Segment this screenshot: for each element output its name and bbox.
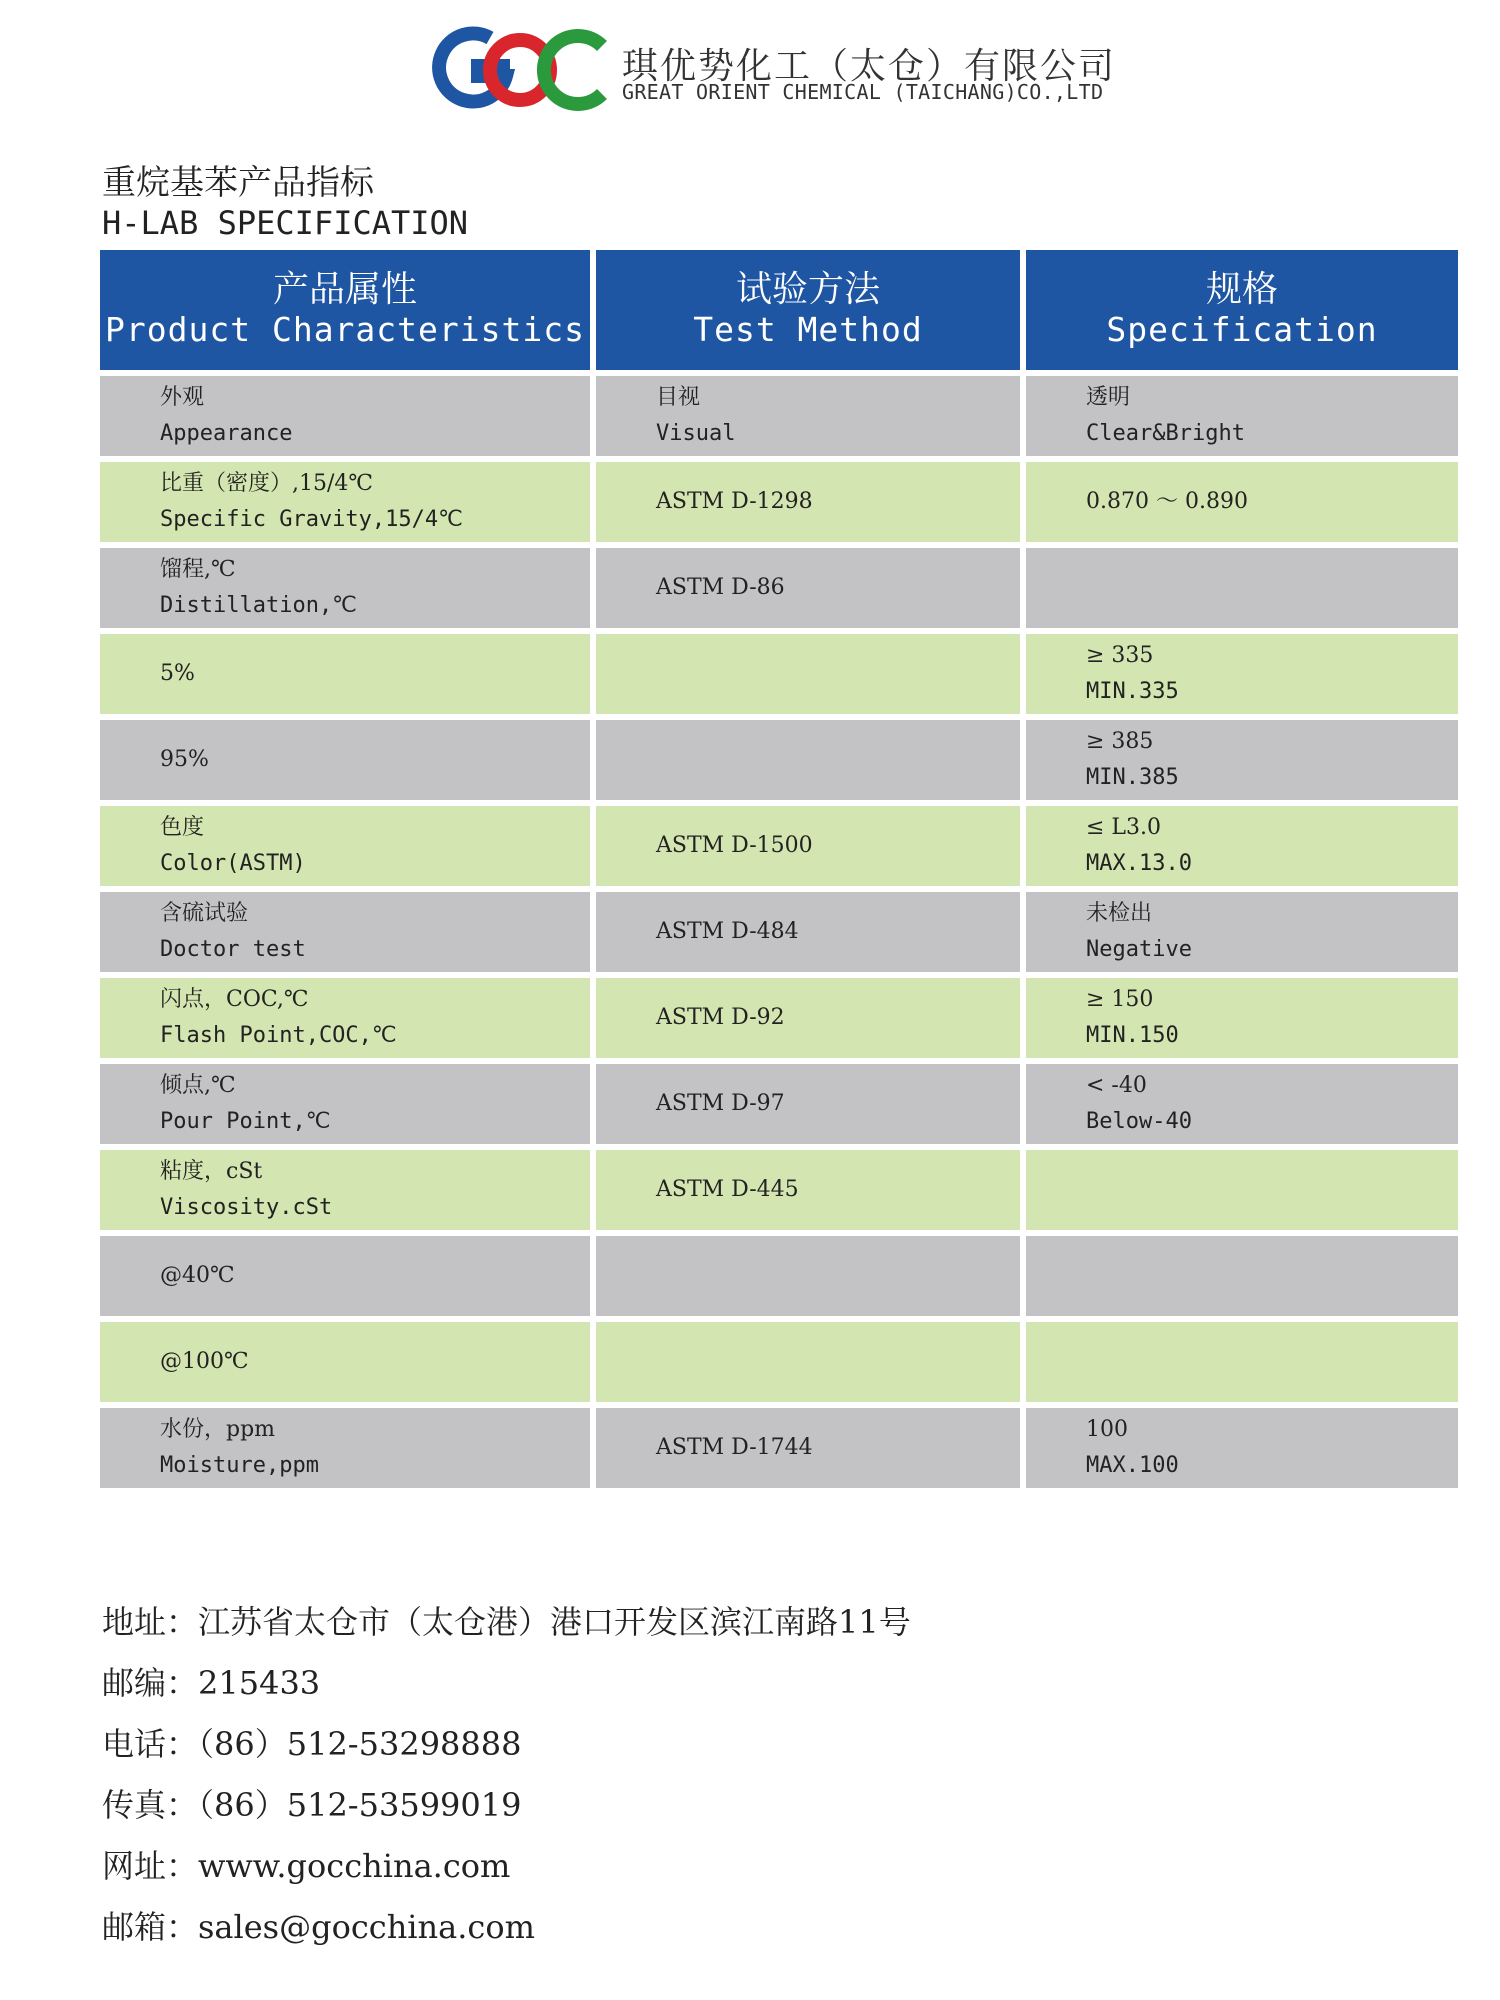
spec-cell (1026, 462, 1458, 542)
method-cell (596, 548, 1020, 628)
header-en: Specification (1106, 310, 1378, 349)
cell-line-primary: @40℃ (160, 1263, 235, 1288)
header-specification (1026, 250, 1458, 370)
company-name-cn: 琪优势化工（太仓）有限公司 (622, 46, 1117, 87)
cell-line-secondary: Pour Point,℃ (160, 1109, 331, 1134)
spec-cell (1026, 806, 1458, 886)
method-cell (596, 376, 1020, 456)
characteristic-cell (100, 720, 590, 800)
cell-line-primary: ≤ L3.0 (1086, 815, 1162, 840)
cell-line-primary: 外观 (160, 385, 205, 410)
method-cell (596, 978, 1020, 1058)
table-row (100, 1236, 1458, 1316)
characteristic-cell (100, 1150, 590, 1230)
table-row (100, 376, 1458, 456)
contact-website: 网址：www.gocchina.com (102, 1847, 511, 1885)
cell-line-primary: ≥ 385 (1086, 729, 1154, 754)
cell-line-secondary: Moisture,ppm (160, 1453, 319, 1478)
characteristic-cell (100, 634, 590, 714)
method-cell (596, 1322, 1020, 1402)
title-cn: 重烷基苯产品指标 (102, 163, 374, 203)
cell-line-primary: 0.870 ～ 0.890 (1086, 489, 1248, 514)
title-en: H-LAB SPECIFICATION (102, 204, 469, 242)
characteristic-cell (100, 376, 590, 456)
cell-line-secondary: Below-40 (1086, 1109, 1192, 1134)
method-cell (596, 892, 1020, 972)
header-cn: 规格 (1205, 269, 1278, 310)
cell-line-primary: ASTM D-484 (656, 919, 799, 944)
characteristic-cell (100, 806, 590, 886)
method-cell (596, 1150, 1020, 1230)
cell-line-secondary: MIN.335 (1086, 679, 1179, 704)
cell-line-primary: ASTM D-86 (656, 575, 785, 600)
spec-cell (1026, 1322, 1458, 1402)
contact-address: 地址：江苏省太仓市（太仓港）港口开发区滨江南路11号 (102, 1603, 911, 1641)
cell-line-primary: 未检出 (1086, 901, 1153, 926)
method-cell (596, 462, 1020, 542)
spec-cell (1026, 892, 1458, 972)
cell-line-primary: 95% (160, 747, 209, 772)
cell-line-secondary: Distillation,℃ (160, 593, 357, 618)
table-row (100, 634, 1458, 714)
cell-line-primary: 100 (1086, 1417, 1128, 1442)
characteristic-cell (100, 1408, 590, 1488)
header-characteristics (100, 250, 590, 370)
company-logo (432, 24, 612, 114)
table-row (100, 1064, 1458, 1144)
company-name-en: GREAT ORIENT CHEMICAL (TAICHANG)CO.,LTD (622, 80, 1104, 104)
cell-line-primary: ASTM D-445 (656, 1177, 799, 1202)
characteristic-cell (100, 1236, 590, 1316)
table-row (100, 1150, 1458, 1230)
characteristic-cell (100, 548, 590, 628)
cell-line-primary: < -40 (1086, 1073, 1147, 1098)
cell-line-secondary: Viscosity.cSt (160, 1195, 333, 1220)
spec-cell (1026, 1150, 1458, 1230)
cell-line-primary: 含硫试验 (160, 901, 249, 926)
cell-line-primary: ASTM D-1744 (656, 1435, 813, 1460)
header-cn: 试验方法 (735, 269, 880, 310)
cell-line-secondary: Appearance (160, 421, 293, 446)
spec-cell (1026, 548, 1458, 628)
cell-line-primary: 5% (160, 661, 195, 686)
cell-line-secondary: MAX.100 (1086, 1453, 1179, 1478)
cell-line-primary: ASTM D-97 (656, 1091, 785, 1116)
cell-line-primary: ASTM D-1500 (656, 833, 813, 858)
characteristic-cell (100, 892, 590, 972)
header-en: Test Method (693, 310, 923, 349)
contact-phone: 电话：（86）512-53298888 (102, 1725, 522, 1763)
cell-line-secondary: Flash Point,COC,℃ (160, 1023, 397, 1048)
cell-line-secondary: Doctor test (160, 937, 306, 962)
table-row (100, 1322, 1458, 1402)
characteristic-cell (100, 978, 590, 1058)
contact-email: 邮箱：sales@gocchina.com (102, 1908, 535, 1946)
cell-line-secondary: Color(ASTM) (160, 851, 306, 876)
spec-cell (1026, 1236, 1458, 1316)
method-cell (596, 1236, 1020, 1316)
spec-cell (1026, 376, 1458, 456)
cell-line-secondary: Negative (1086, 937, 1192, 962)
method-cell (596, 806, 1020, 886)
table-row (100, 1408, 1458, 1488)
table-row (100, 720, 1458, 800)
cell-line-secondary: Clear&Bright (1086, 421, 1245, 446)
cell-line-secondary: MAX.13.0 (1086, 851, 1192, 876)
table-row (100, 548, 1458, 628)
cell-line-primary: 目视 (656, 385, 701, 410)
method-cell (596, 1408, 1020, 1488)
header-cn: 产品属性 (272, 269, 417, 310)
cell-line-primary: @100℃ (160, 1349, 249, 1374)
contact-postcode: 邮编：215433 (102, 1664, 321, 1702)
method-cell (596, 1064, 1020, 1144)
cell-line-primary: 色度 (160, 815, 205, 840)
cell-line-primary: 比重（密度）,15/4℃ (160, 471, 374, 496)
characteristic-cell (100, 462, 590, 542)
spec-cell (1026, 978, 1458, 1058)
cell-line-primary: ASTM D-92 (656, 1005, 785, 1030)
cell-line-primary: 水份，ppm (160, 1417, 276, 1442)
cell-line-primary: 闪点，COC,℃ (160, 987, 309, 1012)
document-title (102, 162, 468, 242)
cell-line-primary: 透明 (1086, 385, 1131, 410)
cell-line-secondary: Specific Gravity,15/4℃ (160, 507, 463, 532)
table-row (100, 806, 1458, 886)
table-header-row (100, 250, 1458, 370)
header-en: Product Characteristics (105, 310, 585, 349)
page-header (432, 24, 1152, 114)
characteristic-cell (100, 1064, 590, 1144)
cell-line-secondary: MIN.150 (1086, 1023, 1179, 1048)
cell-line-primary: ≥ 335 (1086, 643, 1154, 668)
characteristic-cell (100, 1322, 590, 1402)
spec-cell (1026, 634, 1458, 714)
spec-cell (1026, 1064, 1458, 1144)
cell-line-secondary: Visual (656, 421, 736, 446)
spec-cell (1026, 720, 1458, 800)
cell-line-secondary: MIN.385 (1086, 765, 1179, 790)
spec-cell (1026, 1408, 1458, 1488)
table-row (100, 978, 1458, 1058)
cell-line-primary: ≥ 150 (1086, 987, 1154, 1012)
header-test-method (596, 250, 1020, 370)
cell-line-primary: ASTM D-1298 (656, 489, 813, 514)
table-row (100, 892, 1458, 972)
method-cell (596, 634, 1020, 714)
contact-fax: 传真：（86）512-53599019 (102, 1786, 522, 1824)
cell-line-primary: 粘度，cSt (160, 1159, 263, 1184)
cell-line-primary: 馏程,℃ (160, 557, 236, 582)
table-row (100, 462, 1458, 542)
contact-info (102, 1592, 911, 1958)
cell-line-primary: 倾点,℃ (160, 1073, 236, 1098)
spec-table (94, 244, 1464, 1494)
method-cell (596, 720, 1020, 800)
